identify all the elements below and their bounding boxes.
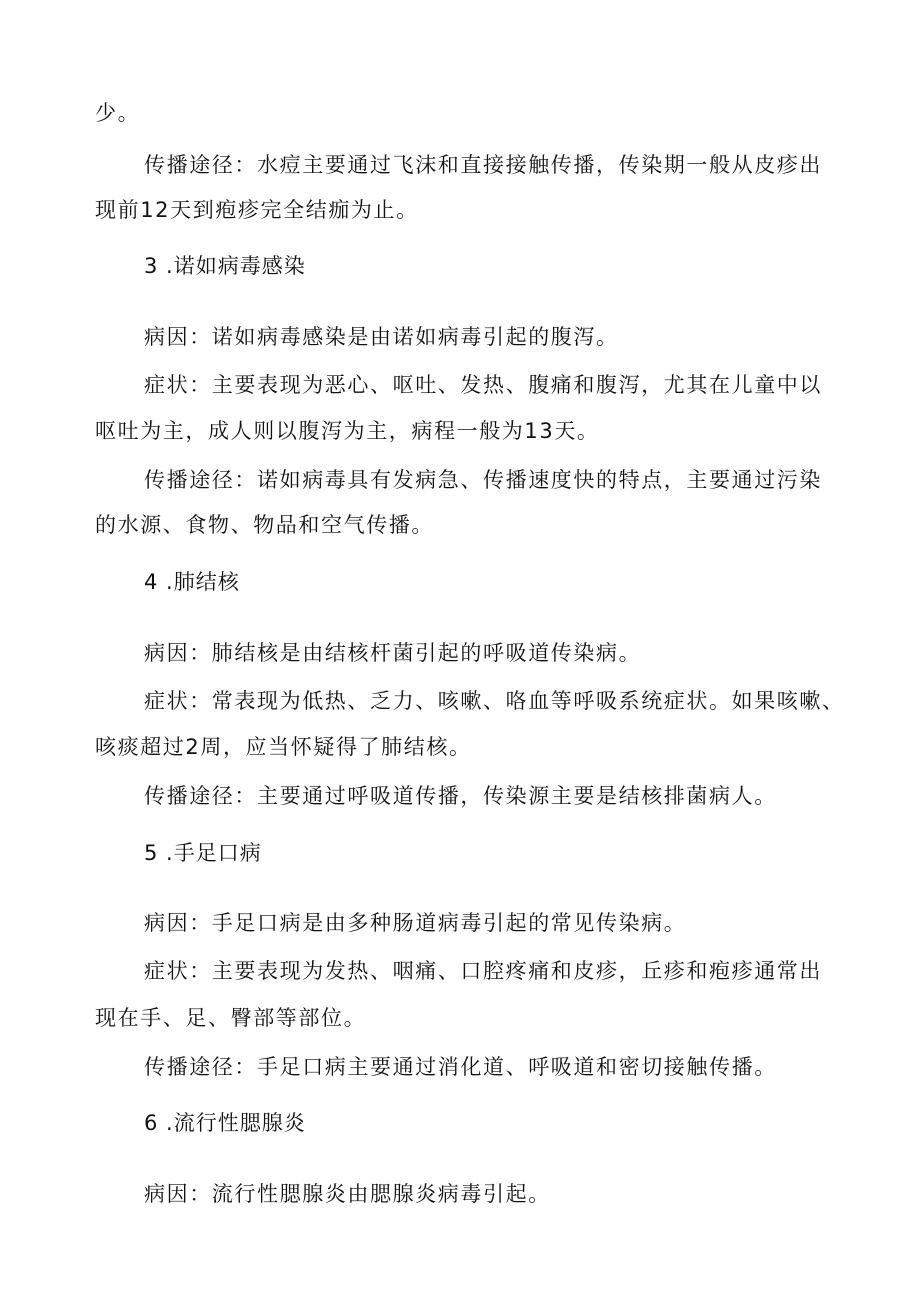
section-heading: 5 .手足口病 bbox=[144, 841, 262, 865]
text-line: 病因：手足口病是由多种肠道病毒引起的常见传染病。 bbox=[144, 911, 687, 935]
section-heading: 3 .诺如病毒感染 bbox=[144, 254, 306, 278]
text-line: 现在手、足、臀部等部位。 bbox=[95, 1006, 367, 1030]
text-line: 传播途径：主要通过呼吸道传播，传染源主要是结核排菌病人。 bbox=[144, 784, 777, 808]
text-line: 症状：主要表现为恶心、呕吐、发热、腹痛和腹泻，尤其在儿童中以 bbox=[144, 373, 822, 397]
text-line: 传播途径：诺如病毒具有发病急、传播速度快的特点，主要通过污染 bbox=[144, 468, 822, 492]
text-line: 呕吐为主，成人则以腹泻为主，病程一般为13天。 bbox=[95, 419, 600, 443]
section-heading: 6 .流行性腮腺炎 bbox=[144, 1111, 306, 1135]
text-line: 症状：主要表现为发热、咽痛、口腔疼痛和皮疹，丘疹和疱疹通常出 bbox=[144, 959, 822, 983]
text-line: 病因：肺结核是由结核杆菌引起的呼吸道传染病。 bbox=[144, 641, 642, 665]
text-line: 的水源、食物、物品和空气传播。 bbox=[95, 513, 434, 537]
text-line: 少。 bbox=[95, 101, 141, 125]
text-line: 现前12天到疱疹完全结痂为止。 bbox=[95, 198, 419, 222]
text-line: 咳痰超过2周，应当怀疑得了肺结核。 bbox=[95, 735, 472, 759]
text-line: 传播途径：水痘主要通过飞沫和直接接触传播，传染期一般从皮疹出 bbox=[144, 153, 822, 177]
text-line: 病因：流行性腮腺炎由腮腺炎病毒引起。 bbox=[144, 1182, 551, 1206]
text-line: 病因：诺如病毒感染是由诺如病毒引起的腹泻。 bbox=[144, 325, 619, 349]
text-line: 传播途径：手足口病主要通过消化道、呼吸道和密切接触传播。 bbox=[144, 1055, 777, 1079]
text-line: 症状：常表现为低热、乏力、咳嗽、咯血等呼吸系统症状。如果咳嗽、 bbox=[144, 689, 845, 713]
section-heading: 4 .肺结核 bbox=[144, 570, 240, 594]
